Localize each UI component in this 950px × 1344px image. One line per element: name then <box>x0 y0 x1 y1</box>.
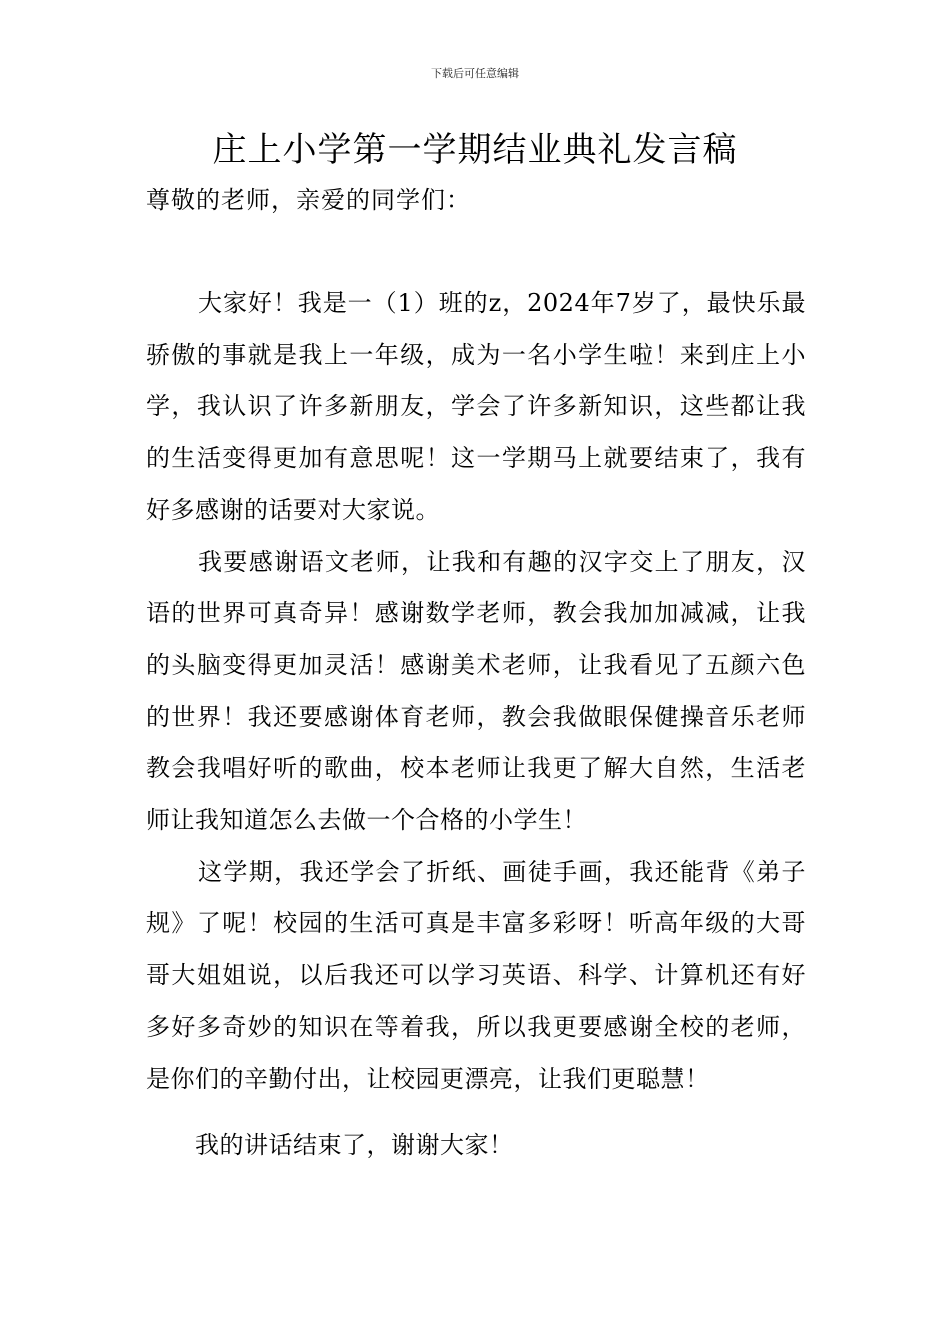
header-note: 下载后可任意编辑 <box>431 67 519 80</box>
document-title: 庄上小学第一学期结业典礼发言稿 <box>212 130 738 170</box>
paragraph-learning: 这学期，我还学会了折纸、画徒手画，我还能背《弟子规》了呢！校园的生活可真是丰富多彩呀！听高年级的大哥哥大姐姐说，以后我还可以学习英语、科学、计算机还有好多好多奇妙的知识在等着我，所以我更要感谢全校的老师，是你们的辛勤付出，让校园更漂亮，让我们更聪慧！ <box>146 857 806 1093</box>
salutation: 尊敬的老师，亲爱的同学们： <box>146 186 471 214</box>
closing-line: 我的讲话结束了，谢谢大家！ <box>195 1131 514 1159</box>
speech-body <box>146 278 806 1105</box>
paragraph-thanks-teachers: 我要感谢语文老师，让我和有趣的汉字交上了朋友，汉语的世界可真奇异！感谢数学老师，教会我加加减减，让我的头脑变得更加灵活！感谢美术老师，让我看见了五颜六色的世界！我还要感谢体育老师，教会我做眼保健操音乐老师教会我唱好听的歌曲，校本老师让我更了解大自然，生活老师让我知道怎么去做一个合格的小学生！ <box>146 547 806 835</box>
paragraph-intro: 大家好！我是一（1）班的z，2024年7岁了，最快乐最骄傲的事就是我上一年级，成为一名小学生啦！来到庄上小学，我认识了许多新朋友，学会了许多新知识，这些都让我的生活变得更加有意思呢！这一学期马上就要结束了，我有好多感谢的话要对大家说。 <box>146 289 806 524</box>
